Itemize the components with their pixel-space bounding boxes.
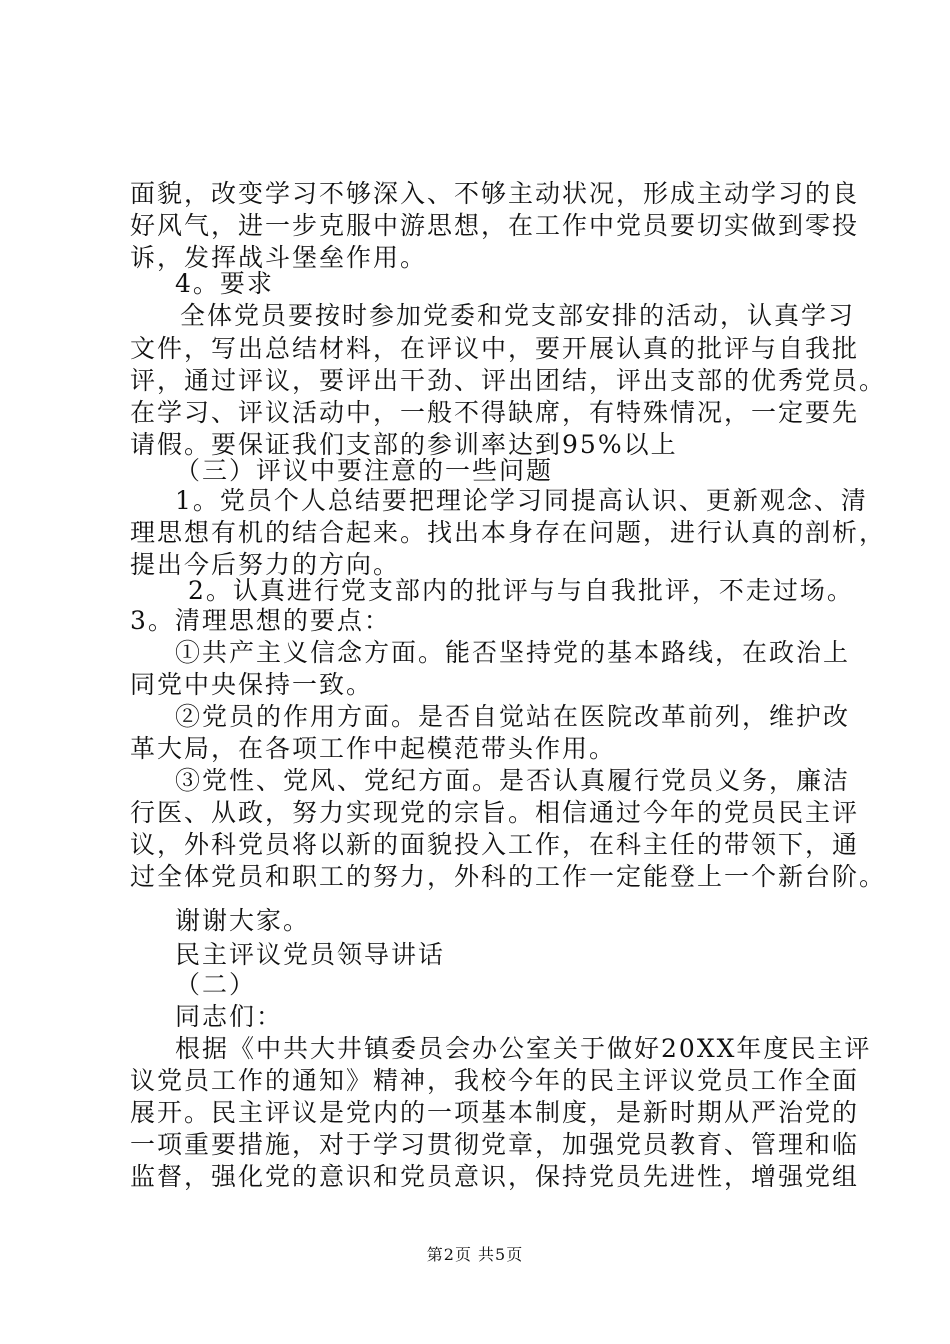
body-text-line: 3。清理思想的要点： (130, 606, 391, 635)
page-number-footer: 第2页 共5页 (426, 1245, 524, 1264)
body-text-line: 2。认真进行党支部内的批评与与自我批评，不走过场。 (188, 576, 854, 605)
body-text-line: 议党员工作的通知》精神，我校今年的民主评议党员工作全面 (130, 1066, 860, 1095)
body-text-line: 行医、从政，努力实现党的宗旨。相信通过今年的党员民主评 (130, 798, 860, 827)
body-text-line: 评，通过评议，要评出干劲、评出团结，评出支部的优秀党员。 (130, 366, 887, 395)
speech-title: 民主评议党员领导讲话 (175, 940, 446, 969)
speech-subtitle: （二） (175, 970, 257, 999)
closing-text: 谢谢大家。 (175, 906, 311, 935)
section-heading: 4。要求 (175, 269, 274, 298)
body-text-line: 展开。民主评议是党内的一项基本制度，是新时期从严治党的 (130, 1098, 860, 1127)
body-text-line: ①共产主义信念方面。能否坚持党的基本路线，在政治上 (175, 638, 851, 667)
body-text-line: 监督，强化党的意识和党员意识，保持党员先进性，增强党组 (130, 1162, 860, 1191)
body-text-line: 1。党员个人总结要把理论学习同提高认识、更新观念、清 (175, 486, 868, 515)
body-text-line: 理思想有机的结合起来。找出本身存在问题，进行认真的剖析， (130, 518, 887, 547)
body-text-line: 一项重要措施，对于学习贯彻党章，加强党员教育、管理和临 (130, 1130, 860, 1159)
body-text-line: 诉，发挥战斗堡垒作用。 (130, 243, 428, 272)
body-text-line: ③党性、党风、党纪方面。是否认真履行党员义务，廉洁 (175, 766, 851, 795)
body-text-line: 好风气，进一步克服中游思想，在工作中党员要切实做到零投 (130, 211, 860, 240)
body-text-line: 革大局，在各项工作中起模范带头作用。 (130, 734, 617, 763)
salutation: 同志们： (175, 1002, 284, 1031)
section-heading: （三）评议中要注意的一些问题 (175, 456, 554, 485)
body-text-line: 请假。要保证我们支部的参训率达到95%以上 (130, 430, 678, 459)
body-text-line: 议，外科党员将以新的面貌投入工作，在科主任的带领下，通 (130, 830, 860, 859)
body-text-line: 文件，写出总结材料，在评议中，要开展认真的批评与自我批 (130, 334, 860, 363)
body-text-line: 根据《中共大井镇委员会办公室关于做好20XX年度民主评 (175, 1034, 872, 1063)
body-text-line: 提出今后努力的方向。 (130, 550, 401, 579)
body-text-line: ②党员的作用方面。是否自觉站在医院改革前列，维护改 (175, 702, 851, 731)
body-text-line: 面貌，改变学习不够深入、不够主动状况，形成主动学习的良 (130, 179, 860, 208)
body-text-line: 同党中央保持一致。 (130, 670, 374, 699)
body-text-line: 过全体党员和职工的努力，外科的工作一定能登上一个新台阶。 (130, 862, 887, 891)
body-text-line: 在学习、评议活动中，一般不得缺席，有特殊情况，一定要先 (130, 398, 860, 427)
body-text-line: 全体党员要按时参加党委和党支部安排的活动，认真学习 (180, 301, 856, 330)
